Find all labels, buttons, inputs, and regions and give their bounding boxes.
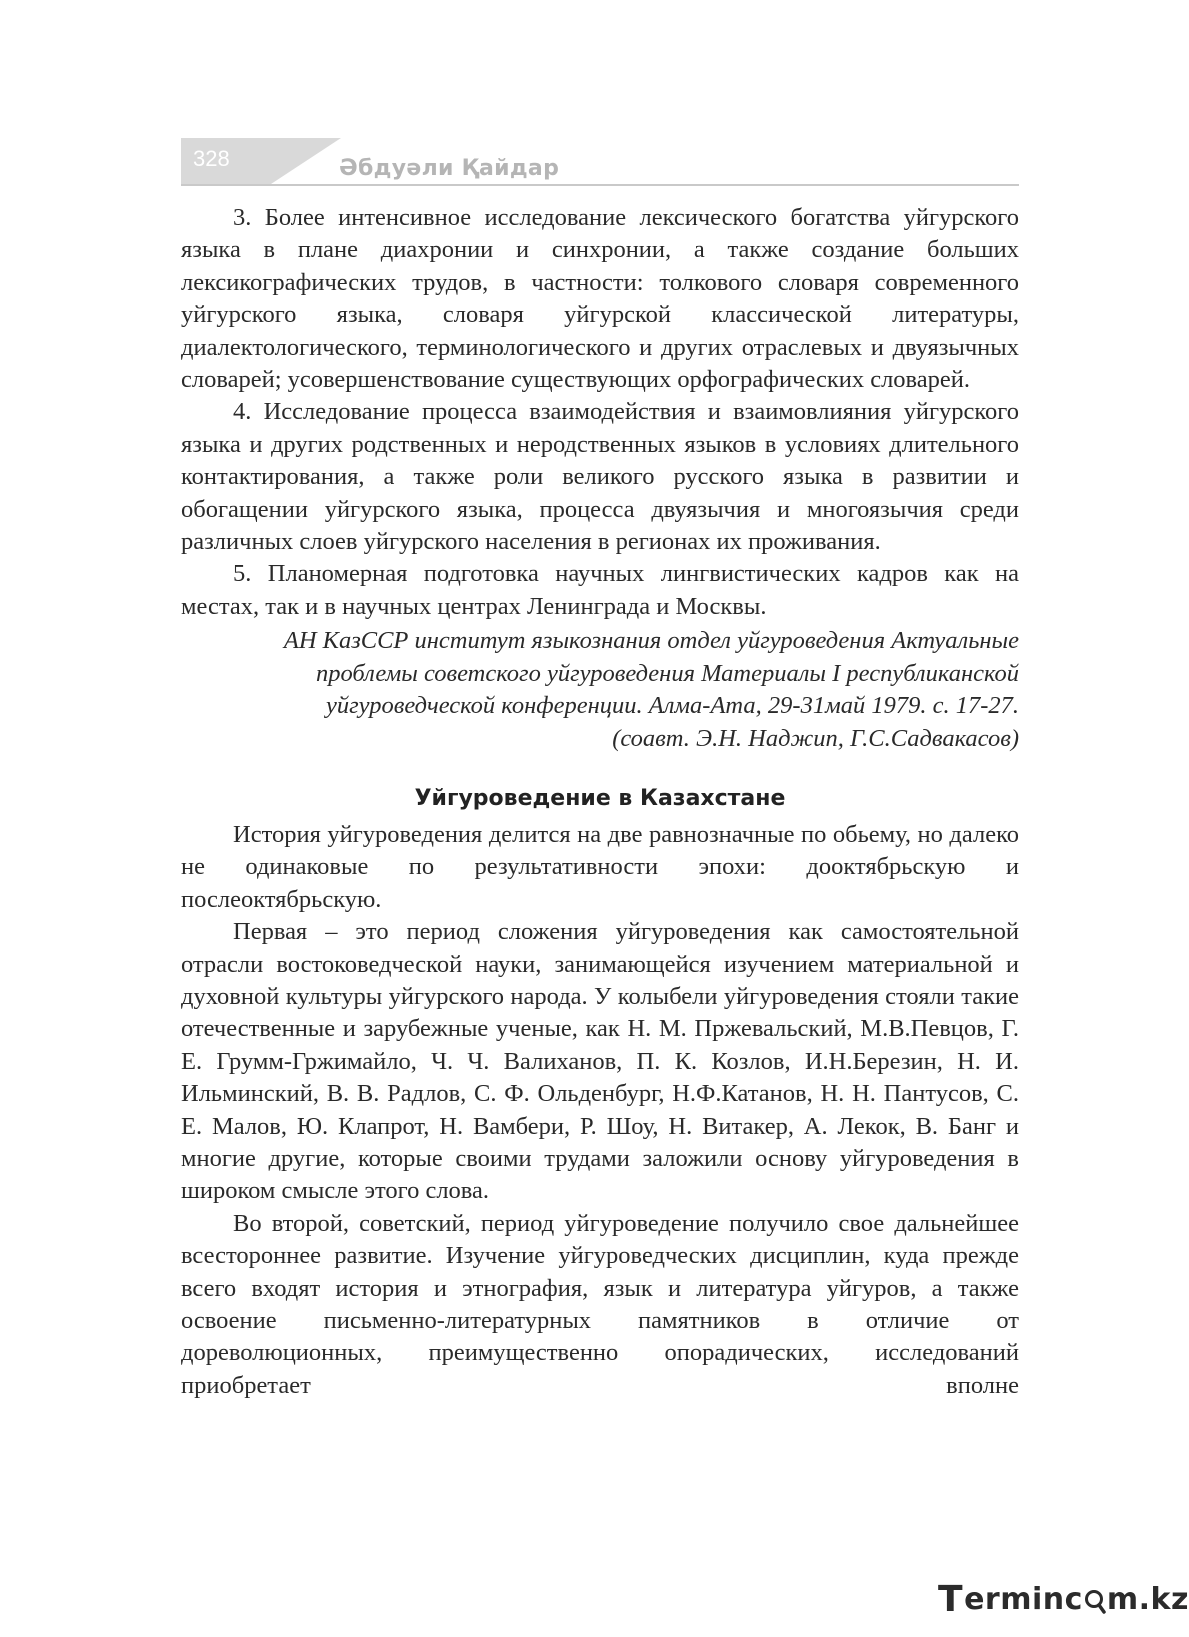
watermark-t: T [938,1578,964,1620]
citation [181,625,1019,755]
citation-line: проблемы советского уйгуроведения Материалы I республиканской [315,659,1019,687]
watermark-text-part1: erminc [964,1581,1083,1617]
section-paragraph: История уйгуроведения делится на две равнозначные по обьему, но далеко не одинаковые по результативности эпохи: дооктябрьскую и послеоктябрьскую. [181,820,1019,913]
magnifier-icon [1084,1586,1106,1612]
page-body [181,202,1019,1402]
page-number: 328 [193,146,230,171]
page-header [181,138,1019,188]
citation-line: АН КазССР институт языкознания отдел уйгуроведения Актуальные [283,627,1019,655]
citation-line: (соавт. Э.Н. Наджип, Г.С.Садвакасов) [612,724,1019,752]
section-title: Уйгуроведение в Казахстане [414,785,786,811]
paragraph-item-5: 5. Планомерная подготовка научных лингвистических кадров как на местах, так и в научных центрах Ленинграда и Москвы. [181,560,1019,620]
running-head-author: Әбдуәли Қайдар [339,156,560,181]
section-paragraph: Первая – это период сложения уйгуроведения как самостоятельной отрасли востоковедческой науки, занимающейся изучением материальной и духовной культуры уйгурского народа. У колыбели уйгуроведения стояли такие отечественные и зарубежные ученые, как Н. М. Пржевальский, М.В.Певцов, Г. Е. Грумм-Гржимайло, Ч. Ч. Валиханов, П. К. Козлов, И.Н.Березин, Н. И. Ильминский, В. В. Радлов, С. Ф. Ольденбург, Н.Ф.Катанов, Н. Н. Пантусов, С. Е. Малов, Ю. Клапрот, Н. Вамбери, Р. Шоу, Н. Витакер, А. Лекок, В. Банг и многие другие, которые своими трудами заложили основу уйгуроведения в широком смысле этого слова. [181,918,1019,1205]
termincom-watermark-logo [938,1577,1189,1621]
watermark-text-part2: m.kz [1106,1581,1189,1617]
header-rule [181,184,1019,186]
citation-line: уйгуроведческой конференции. Алма-Ата, 29-31май 1979. с. 17-27. [326,692,1019,720]
paragraph-item-3: 3. Более интенсивное исследование лексического богатства уйгурского языка в плане диахронии и синхронии, а также создание больших лексикографических трудов, в частности: толкового словаря современного уйгурского языка, словаря уйгурской классической литературы, диалектологического, терминологического и других отраслевых и двуязычных словарей; усовершенствование существующих орфографических словарей. [181,204,1019,394]
page-number-tab-slant [271,138,341,184]
paragraph-item-4: 4. Исследование процесса взаимодействия и взаимовлияния уйгурского языка и других родственных и неродственных языков в условиях длительного контактирования, а также роли великого русского языка в развитии и обогащении уйгурского языка, процесса двуязычия и многоязычия среди различных слоев уйгурского населения в регионах их проживания. [181,398,1019,556]
section-paragraph: Во второй, советский, период уйгуроведение получило свое дальнейшее всестороннее развитие. Изучение уйгуроведческих дисциплин, куда прежде всего входят история и этнография, язык и литература уйгуров, а также освоение письменно-литературных памятников в отличие от дореволюционных, преимущественно опорадических, исследований приобретает вполне [181,1209,1019,1399]
